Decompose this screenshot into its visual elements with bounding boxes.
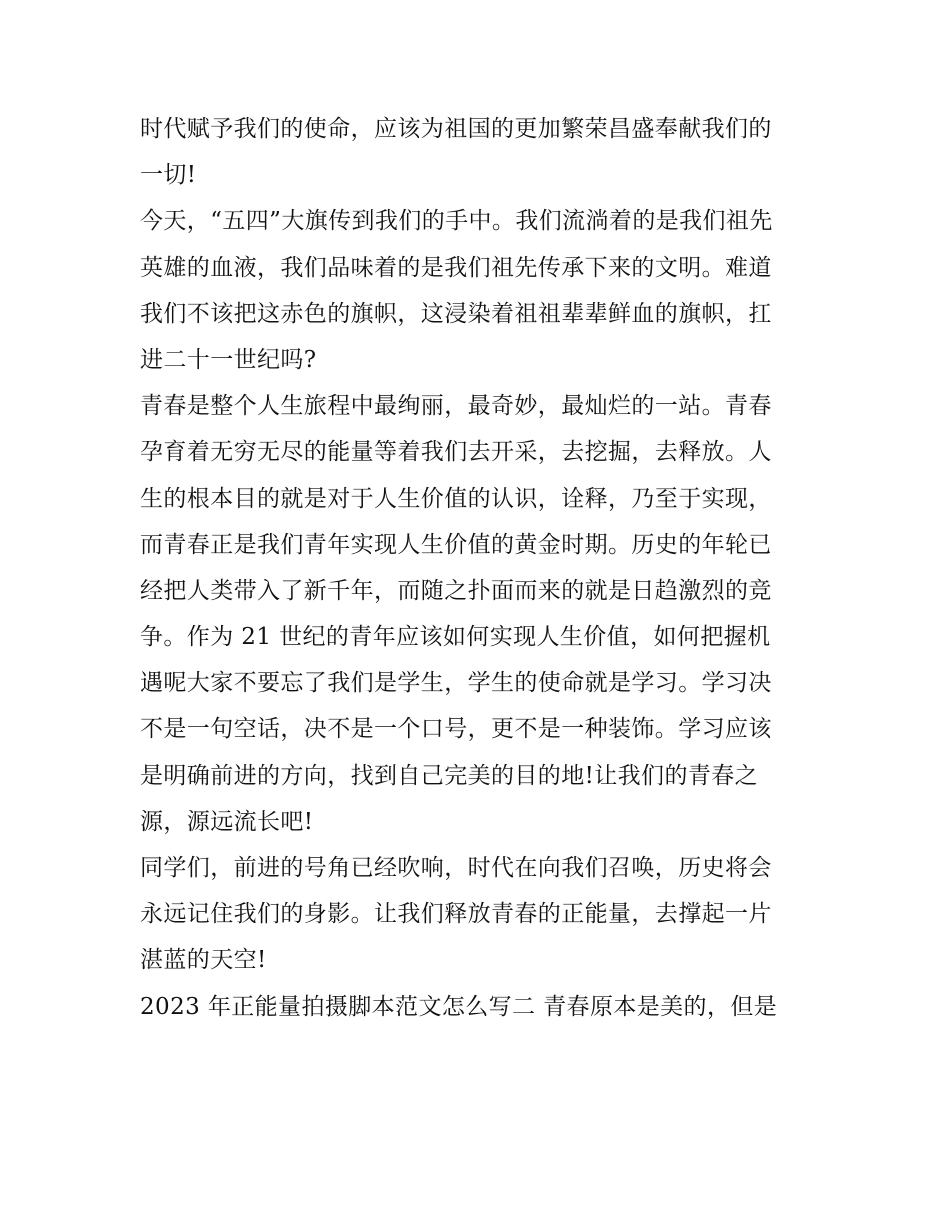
text-line: 经把人类带入了新千年，而随之扑面而来的就是日趋激烈的竞 <box>140 577 772 604</box>
text-line: 是明确前进的方向，找到自己完美的目的地!让我们的青春之 <box>140 762 759 789</box>
text-line: 源，源远流长吧! <box>140 808 314 835</box>
text-line: 时代赋予我们的使命，应该为祖国的更加繁荣昌盛奉献我们的 <box>140 116 772 142</box>
text-line: 英雄的血液，我们品味着的是我们祖先传承下来的文明。难道 <box>140 254 772 281</box>
text-line: 今天，“五四”大旗传到我们的手中。我们流淌着的是我们祖先 <box>140 208 773 235</box>
text-line: 遇呢大家不要忘了我们是学生，学生的使命就是学习。学习决 <box>140 670 772 697</box>
text-line: 湛蓝的天空! <box>140 947 267 974</box>
text-line: 青春是整个人生旅程中最绚丽，最奇妙，最灿烂的一站。青春 <box>140 393 772 420</box>
text-line: 我们不该把这赤色的旗帜，这浸染着祖祖辈辈鲜血的旗帜，扛 <box>140 300 772 327</box>
text-line: 争。作为 21 世纪的青年应该如何实现人生价值，如何把握机 <box>140 624 771 651</box>
text-line: 2023 年正能量拍摄脚本范文怎么写二 青春原本是美的，但是 <box>140 993 778 1020</box>
text-line: 孕育着无穷无尽的能量等着我们去开采，去挖掘，去释放。人 <box>140 439 772 466</box>
text-line: 永远记住我们的身影。让我们释放青春的正能量，去撑起一片 <box>140 901 772 928</box>
text-line: 同学们，前进的号角已经吹响，时代在向我们召唤，历史将会 <box>140 855 772 881</box>
text-line: 一切! <box>140 162 197 189</box>
text-line: 而青春正是我们青年实现人生价值的黄金时期。历史的年轮已 <box>140 531 772 558</box>
body-text <box>140 106 830 1030</box>
text-line: 进二十一世纪吗? <box>140 346 317 373</box>
text-line: 生的根本目的就是对于人生价值的认识，诠释，乃至于实现， <box>140 485 772 512</box>
text-line: 不是一句空话，决不是一个口号，更不是一种装饰。学习应该 <box>140 716 772 743</box>
